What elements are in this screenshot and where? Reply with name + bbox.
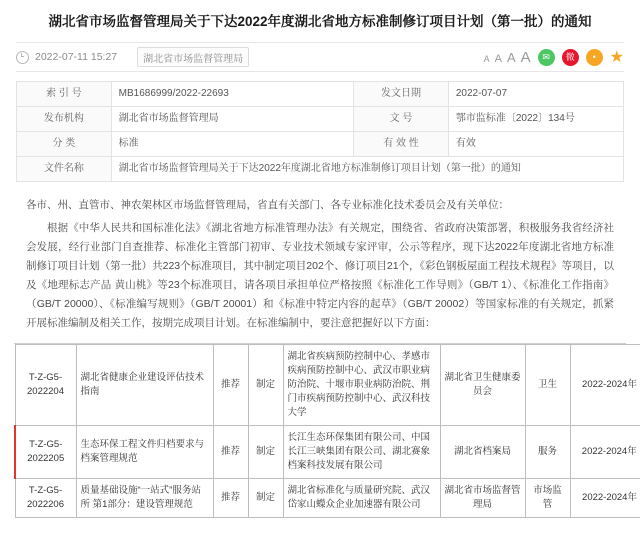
font-size-s[interactable]: A [494, 52, 502, 65]
cell-units: 湖北省疾病预防控制中心、孝感市疾病预防控制中心、武汉市职业病防治院、十堰市职业病防治院、荆门市疾病预防控制中心、武汉科技大学 [283, 345, 440, 426]
cell-field: 卫生 [525, 345, 570, 426]
font-size-control[interactable] [484, 49, 531, 66]
font-size-xs[interactable]: A [483, 53, 490, 64]
table-row [17, 82, 624, 107]
label-issue-date: 发文日期 [354, 82, 449, 107]
body-paragraph-1: 根据《中华人民共和国标准化法》《湖北省地方标准管理办法》有关规定，围绕省、省政府决策部署，积极服务我省经济社会发展，经行业部门自查推荐、标准化主管部门初审、专业技术领域专家评审，公示等程序，现下达2022年度湖北省地方标准制修订项目计划（第一批）共223个标准项目，其中制定项目202个、修订项目21个，《彩色钢板屋面工程技术规程》等项目，以及《地理标志产品 黄山桃》等23个标准项目，请各项目承担单位严格按照《标准化工作导则》（GB/T 1）、《标准化工作指南》（GB/T 20000）、《标准编写规则》（GB/T 20001）和《标准中特定内容的起草》（GB/T 20002）等国家标准的有关规定，抓紧开展标准编制及相关工作，按期完成项目计划。在标准编制中，要注意把握好以下方面： [26, 222, 614, 329]
value-doc-name: 湖北省市场监督管理局关于下达2022年度湖北省地方标准制修订项目计划（第一批）的通知 [111, 157, 623, 182]
table-row [17, 132, 624, 157]
table-row [15, 345, 640, 426]
cell-standard-name: 质量基础设施“一站式”服务站所 第1部分：建设管理规范 [76, 479, 213, 518]
cell-kind: 推荐 [213, 426, 248, 479]
cell-standard-name: 湖北省健康企业建设评估技术指南 [76, 345, 213, 426]
cell-kind: 推荐 [213, 345, 248, 426]
project-plan-table-wrap [14, 343, 637, 518]
publish-datetime: 2022-07-11 15:27 [35, 51, 118, 63]
cell-code: T-Z-G5-2022205 [15, 426, 76, 479]
project-plan-table [14, 344, 640, 518]
cell-field: 服务 [525, 426, 570, 479]
cell-type: 制定 [248, 426, 283, 479]
article-body [26, 196, 614, 333]
cell-code: T-Z-G5-2022206 [15, 479, 76, 518]
table-row [15, 479, 640, 518]
value-category: 标准 [111, 132, 354, 157]
meta-right [484, 47, 624, 67]
cell-type: 制定 [248, 345, 283, 426]
wechat-icon[interactable]: ✉ [538, 49, 555, 66]
cell-department: 湖北省市场监督管理局 [440, 479, 525, 518]
cell-year: 2022-2024年 [570, 345, 640, 426]
qq-icon[interactable]: • [586, 49, 603, 66]
value-issuing-agency: 湖北省市场监督管理局 [111, 107, 354, 132]
table-row-highlighted [15, 426, 640, 479]
weibo-icon[interactable]: 微 [562, 49, 579, 66]
salutation: 各市、州、直管市、神农架林区市场监督管理局，省直有关部门、各专业标准化技术委员会及有关单位： [26, 199, 509, 211]
meta-left [16, 47, 484, 67]
value-issue-date: 2022-07-07 [448, 82, 623, 107]
cell-field: 市场监管 [525, 479, 570, 518]
value-validity: 有效 [448, 132, 623, 157]
cell-units: 长江生态环保集团有限公司、中国长江三峡集团有限公司、湖北赛象档案科技发展有限公司 [283, 426, 440, 479]
cell-standard-name: 生态环保工程文件归档要求与档案管理规范 [76, 426, 213, 479]
cell-units: 湖北省标准化与质量研究院、武汉岱家山蠑众企业加速器有限公司 [283, 479, 440, 518]
table-row [17, 107, 624, 132]
font-size-l[interactable]: A [520, 48, 531, 66]
label-doc-no: 文 号 [354, 107, 449, 132]
page-fade [0, 536, 640, 550]
font-size-m[interactable]: A [506, 49, 516, 65]
value-doc-no: 鄂市监标准〔2022〕134号 [448, 107, 623, 132]
cell-kind: 推荐 [213, 479, 248, 518]
clock-icon [16, 51, 29, 64]
cell-code: T-Z-G5-2022204 [15, 345, 76, 426]
table-row [17, 157, 624, 182]
label-index-no: 索 引 号 [17, 82, 112, 107]
page-title: 湖北省市场监督管理局关于下达2022年度湖北省地方标准制修订项目计划（第一批）的通知 [48, 14, 592, 29]
article-meta-bar [16, 42, 624, 72]
label-doc-name: 文件名称 [17, 157, 112, 182]
label-category: 分 类 [17, 132, 112, 157]
source-tag: 湖北省市场监督管理局 [137, 47, 249, 67]
label-issuing-agency: 发布机构 [17, 107, 112, 132]
value-index-no: MB1686999/2022-22693 [111, 82, 354, 107]
cell-department: 湖北省卫生健康委员会 [440, 345, 525, 426]
cell-year: 2022-2024年 [570, 479, 640, 518]
star-icon[interactable]: ★ [609, 49, 624, 66]
cell-department: 湖北省档案局 [440, 426, 525, 479]
cell-year: 2022-2024年 [570, 426, 640, 479]
cell-type: 制定 [248, 479, 283, 518]
label-validity: 有 效 性 [354, 132, 449, 157]
document-info-table [16, 81, 624, 182]
